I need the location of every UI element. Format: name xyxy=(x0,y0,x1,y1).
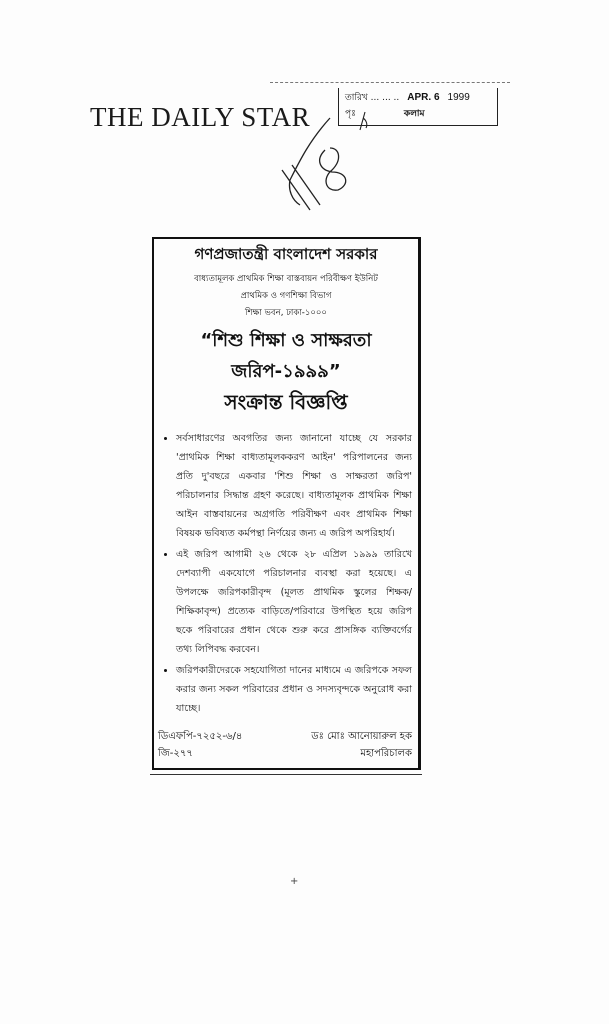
stamp-date: APR. 6 xyxy=(407,92,440,103)
notice-bullet: • এই জরিপ আগামী ২৬ থেকে ২৮ এপ্রিল ১৯৯৯ তারিখে দেশব্যাপী একযোগে পরিচালনার ব্যবস্থা করা হয়েছে। এ উপলক্ষে জরিপকারীবৃন্দ (মূলত প্রাথমিক স্কুলের শিক্ষক/শিক্ষিকাবৃন্দ) প্রত্যেক বাড়িতে/পরিবারে উপস্থিত হয়ে জরিপ ছকে পরিবারের প্রধান থেকে শুরু করে প্রাসঙ্গিক ব্যক্তিবর্গের তথ্য লিপিবদ্ধ করবেন। xyxy=(176,545,412,659)
notice-subheadline: সংক্রান্ত বিজ্ঞপ্তি xyxy=(224,390,348,414)
government-notice xyxy=(152,237,421,770)
notice-address: শিক্ষা ভবন, ঢাকা-১০০০ xyxy=(245,308,327,318)
stamp-year: 1999 xyxy=(447,92,470,103)
notice-wrapper xyxy=(150,237,422,775)
notice-signatory-title: মহাপরিচালক xyxy=(360,748,412,759)
notice-bullets xyxy=(160,429,412,718)
notice-footer xyxy=(158,728,412,762)
stamp-page-label: পৃঃ xyxy=(345,109,356,119)
notice-signatory-name: ডঃ মোঃ আনোয়ারুল হক xyxy=(311,731,412,742)
notice-unit: বাধ্যতামূলক প্রাথমিক শিক্ষা বাস্তবায়ন পরিবীক্ষণ ইউনিট xyxy=(194,274,378,284)
stamp-divider xyxy=(270,82,510,83)
scan-mark: + xyxy=(290,876,299,887)
notice-government: গণপ্রজাতন্ত্রী বাংলাদেশ সরকার xyxy=(194,245,378,263)
notice-division: প্রাথমিক ও গণশিক্ষা বিভাগ xyxy=(240,291,332,301)
stamp-date-row xyxy=(345,90,491,106)
newspaper-masthead: THE DAILY STAR xyxy=(90,102,311,132)
notice-bottom-rule xyxy=(150,774,422,775)
notice-ref-number: ডিএফপি-৭২৫২-৬/৪ xyxy=(158,731,243,742)
notice-bullet: • জরিপকারীদেরকে সহযোগিতা দানের মাধ্যমে এ জরিপকে সফল করার জন্য সকল পরিবারের প্রধান ও সদস্যবৃন্দকে অনুরোধ করা যাচ্ছে। xyxy=(176,661,412,718)
stamp-date-label: তারিখ ... ... .. xyxy=(345,93,400,103)
handwritten-number xyxy=(270,110,380,220)
stamp-column-label: কলাম xyxy=(403,109,425,119)
notice-headline: “শিশু শিক্ষা ও সাক্ষরতা জরিপ-১৯৯৯” xyxy=(200,330,372,382)
notice-ref-code: জি-২৭৭ xyxy=(158,748,193,759)
notice-bullet: • সর্বসাধারণের অবগতির জন্য জানানো যাচ্ছে যে সরকার 'প্রাথমিক শিক্ষা বাধ্যতামূলককরণ আইন' পরিপালনের জন্য প্রতি দু'বছরে একবার 'শিশু শিক্ষা ও সাক্ষরতা জরিপ' পরিচালনার সিদ্ধান্ত গ্রহণ করেছে। বাধ্যতামূলক প্রাথমিক শিক্ষা আইন বাস্তবায়নের অগ্রগতি পরিবীক্ষণ এবং প্রাথমিক শিক্ষা বিষয়ক ভবিষ্যত কর্মপন্থা নির্ণয়ের জন্য এ জরিপ অপরিহার্য। xyxy=(176,429,412,543)
